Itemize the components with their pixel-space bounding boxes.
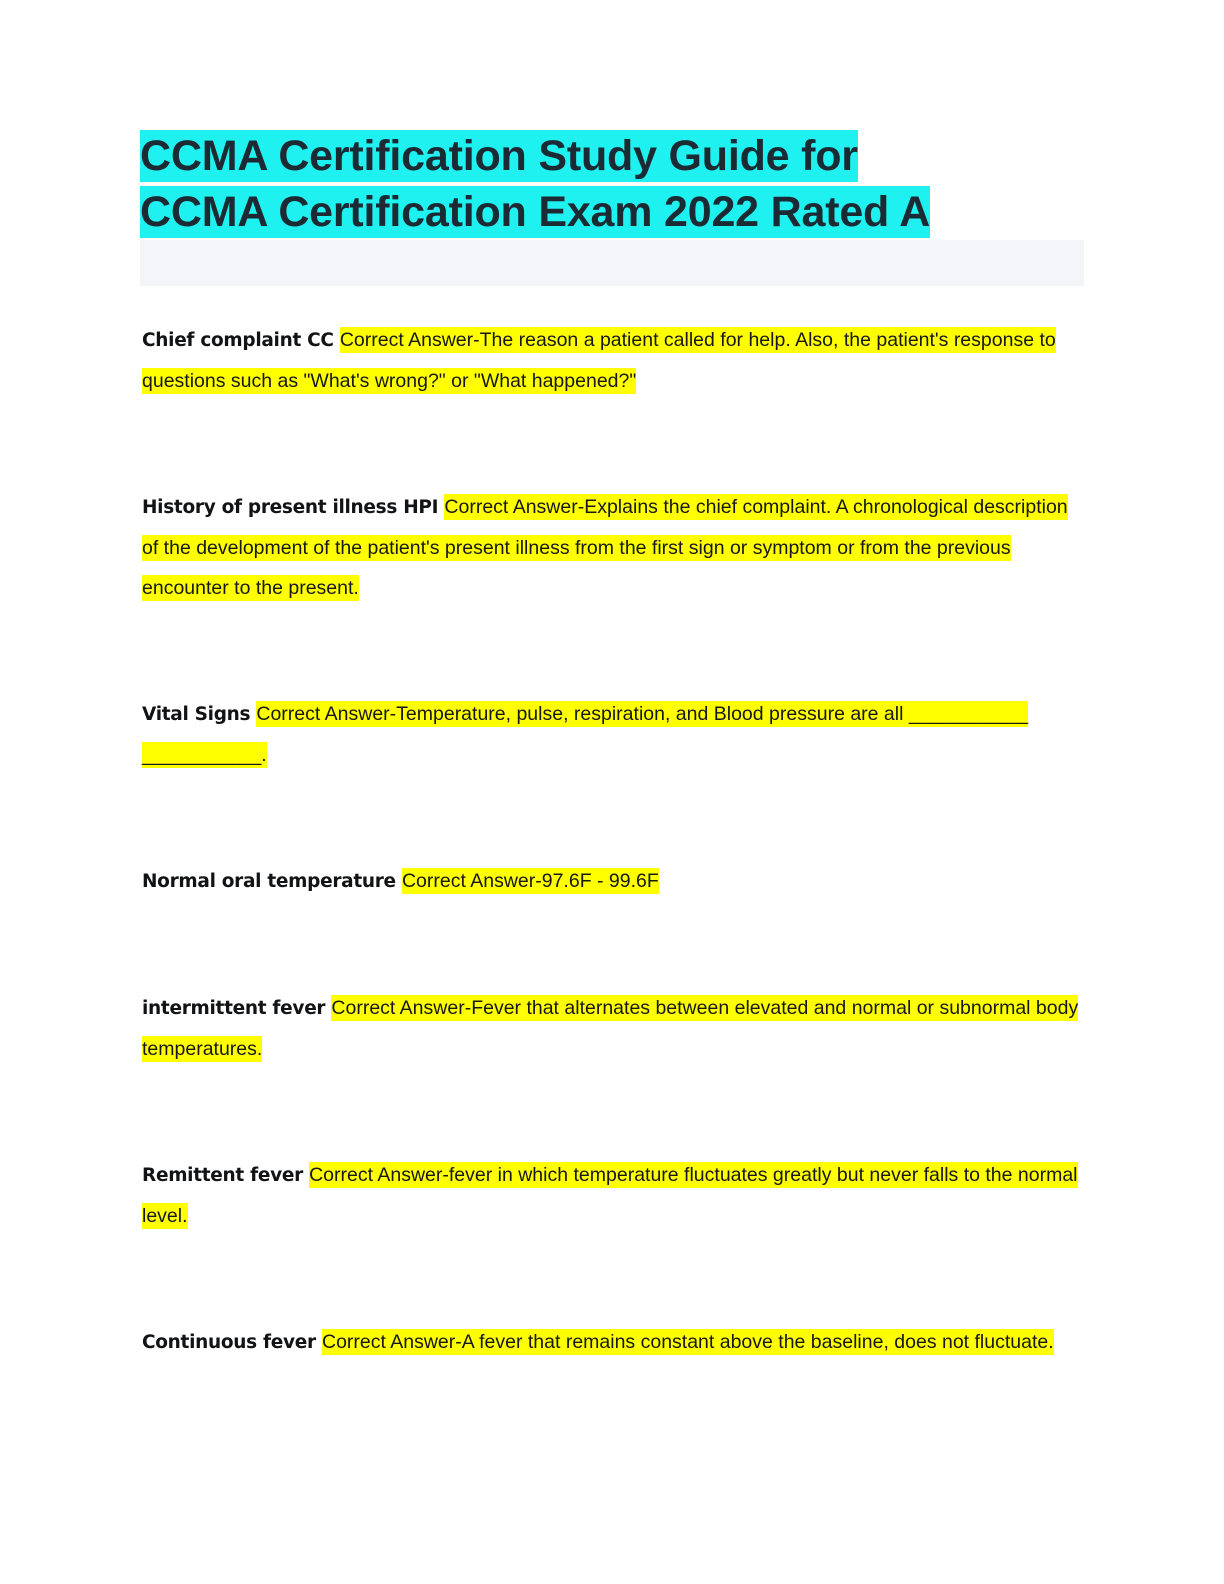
glossary-answer: Correct Answer-Temperature, pulse, respiration, and Blood pressure are all ___________ ___________. <box>142 703 1029 766</box>
glossary-term: Continuous fever <box>142 1332 322 1353</box>
glossary-entry <box>142 320 1082 401</box>
glossary-term: History of present illness HPI <box>142 497 445 518</box>
glossary-answer: Correct Answer-fever in which temperature fluctuates greatly but never falls to the normal level. <box>142 1164 1078 1227</box>
glossary-term: Remittent fever <box>142 1165 310 1186</box>
glossary-entry <box>142 487 1082 608</box>
glossary-term: Normal oral temperature <box>142 871 402 892</box>
glossary-answer: Correct Answer-Explains the chief complaint. A chronological description of the development of the patient's present illness from the first sign or symptom or from the previous encounter to the present. <box>142 496 1068 599</box>
glossary-term: Vital Signs <box>142 704 257 725</box>
page-title <box>140 128 1084 240</box>
document-title-block <box>0 0 1224 240</box>
document-body <box>0 320 1224 1363</box>
glossary-answer: Correct Answer-97.6F - 99.6F <box>401 870 659 892</box>
glossary-entry <box>142 861 1082 902</box>
glossary-term: intermittent fever <box>142 998 332 1019</box>
title-underlay-strip <box>140 240 1084 286</box>
page-title-line-1: CCMA Certification Study Guide for <box>140 132 858 180</box>
glossary-entry <box>142 1322 1082 1363</box>
glossary-entry <box>142 988 1082 1069</box>
glossary-answer: Correct Answer-Fever that alternates between elevated and normal or subnormal body temperatures. <box>142 997 1079 1060</box>
glossary-entry <box>142 1155 1082 1236</box>
page-title-line-2: CCMA Certification Exam 2022 Rated A <box>140 188 931 236</box>
glossary-term: Chief complaint CC <box>142 330 340 351</box>
glossary-entry <box>142 694 1082 775</box>
glossary-answer: Correct Answer-A fever that remains constant above the baseline, does not fluctuate. <box>321 1331 1054 1353</box>
glossary-answer: Correct Answer-The reason a patient called for help. Also, the patient's response to questions such as "What's wrong?" or "What happened?" <box>142 329 1056 392</box>
